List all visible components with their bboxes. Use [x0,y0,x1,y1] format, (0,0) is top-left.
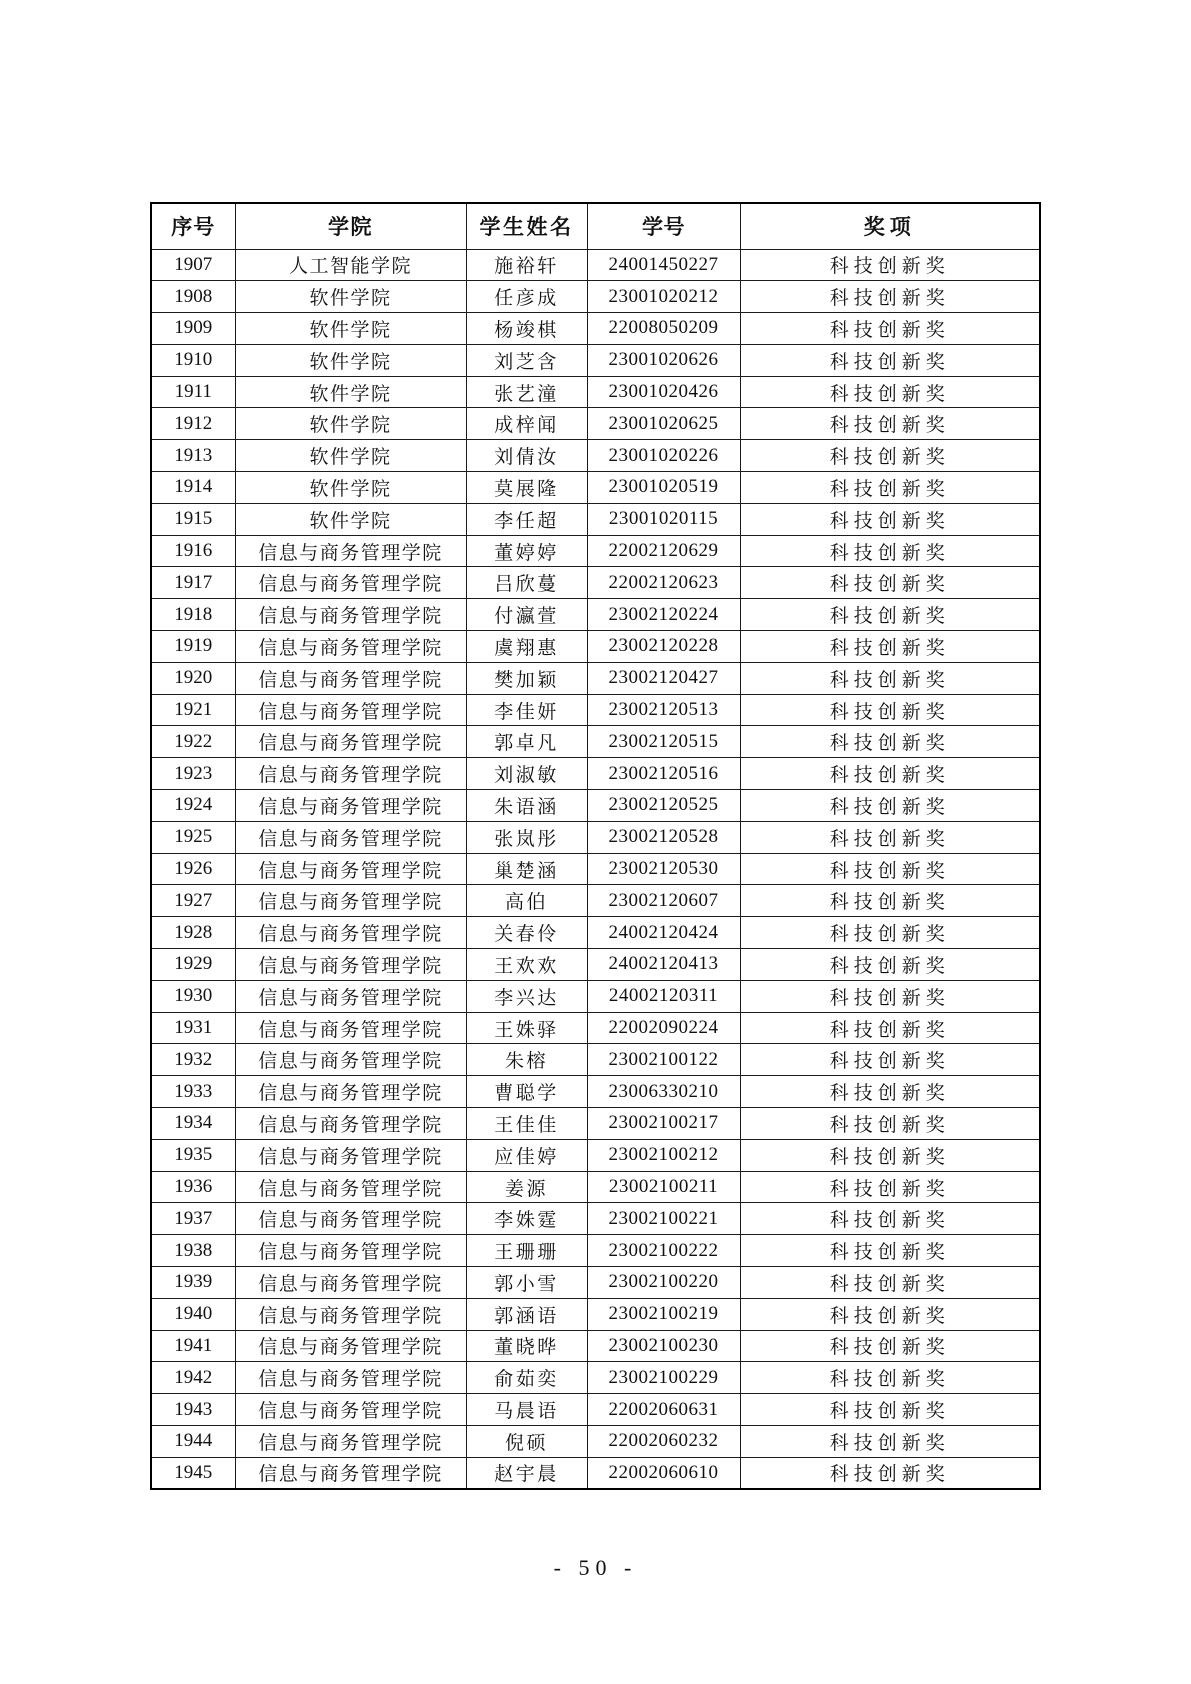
cell-student-id: 23002120515 [587,726,740,758]
cell-student-id: 22008050209 [587,313,740,345]
cell-student-name: 应佳婷 [466,1139,587,1171]
table-header-row [151,203,1040,249]
table-row [151,1362,1040,1394]
cell-student-id: 22002060631 [587,1394,740,1426]
cell-student-id: 24002120311 [587,980,740,1012]
cell-award: 科技创新奖 [740,694,1040,726]
cell-serial: 1920 [151,662,235,694]
cell-serial: 1908 [151,281,235,313]
cell-student-name: 莫展隆 [466,472,587,504]
cell-college: 软件学院 [235,376,466,408]
cell-college: 信息与商务管理学院 [235,980,466,1012]
cell-student-id: 23002100217 [587,1108,740,1140]
cell-serial: 1922 [151,726,235,758]
cell-award: 科技创新奖 [740,821,1040,853]
cell-student-name: 吕欣蔓 [466,567,587,599]
cell-student-name: 李姝霆 [466,1203,587,1235]
cell-award: 科技创新奖 [740,726,1040,758]
cell-student-id: 22002060232 [587,1425,740,1457]
cell-student-id: 23002120224 [587,599,740,631]
cell-college: 信息与商务管理学院 [235,917,466,949]
cell-student-id: 23002100122 [587,1044,740,1076]
table-row [151,1044,1040,1076]
cell-serial: 1936 [151,1171,235,1203]
cell-college: 软件学院 [235,281,466,313]
cell-college: 信息与商务管理学院 [235,1394,466,1426]
cell-serial: 1928 [151,917,235,949]
table-row [151,694,1040,726]
cell-student-name: 郭小雪 [466,1267,587,1299]
cell-student-name: 董晓晔 [466,1330,587,1362]
cell-serial: 1939 [151,1267,235,1299]
cell-college: 信息与商务管理学院 [235,726,466,758]
cell-student-name: 王珊珊 [466,1235,587,1267]
table-row [151,472,1040,504]
cell-award: 科技创新奖 [740,1330,1040,1362]
table-row [151,376,1040,408]
cell-student-id: 23002120525 [587,790,740,822]
cell-college: 信息与商务管理学院 [235,790,466,822]
table-row [151,917,1040,949]
table-row [151,503,1040,535]
cell-student-id: 22002120629 [587,535,740,567]
cell-student-name: 关春伶 [466,917,587,949]
cell-college: 信息与商务管理学院 [235,599,466,631]
cell-student-name: 郭卓凡 [466,726,587,758]
cell-award: 科技创新奖 [740,1171,1040,1203]
cell-serial: 1907 [151,249,235,281]
cell-award: 科技创新奖 [740,1012,1040,1044]
cell-student-id: 23001020426 [587,376,740,408]
cell-college: 信息与商务管理学院 [235,567,466,599]
table-row [151,1267,1040,1299]
cell-student-id: 23002100212 [587,1139,740,1171]
cell-award: 科技创新奖 [740,885,1040,917]
cell-college: 信息与商务管理学院 [235,662,466,694]
cell-student-name: 王欢欢 [466,949,587,981]
cell-student-name: 马晨语 [466,1394,587,1426]
cell-serial: 1919 [151,631,235,663]
cell-student-name: 付瀛萱 [466,599,587,631]
cell-college: 信息与商务管理学院 [235,535,466,567]
cell-serial: 1942 [151,1362,235,1394]
cell-student-name: 张艺潼 [466,376,587,408]
cell-student-name: 郭涵语 [466,1298,587,1330]
cell-award: 科技创新奖 [740,313,1040,345]
cell-student-id: 22002090224 [587,1012,740,1044]
cell-award: 科技创新奖 [740,503,1040,535]
table-row [151,440,1040,472]
cell-student-name: 李任超 [466,503,587,535]
cell-serial: 1913 [151,440,235,472]
award-table [150,202,1041,1490]
table-row [151,281,1040,313]
cell-serial: 1943 [151,1394,235,1426]
cell-student-id: 23001020626 [587,344,740,376]
cell-college: 信息与商务管理学院 [235,1330,466,1362]
cell-college: 信息与商务管理学院 [235,758,466,790]
cell-college: 软件学院 [235,503,466,535]
cell-serial: 1916 [151,535,235,567]
table-row [151,821,1040,853]
table-row [151,980,1040,1012]
cell-serial: 1909 [151,313,235,345]
cell-student-name: 樊加颖 [466,662,587,694]
cell-award: 科技创新奖 [740,1076,1040,1108]
cell-student-id: 23002120607 [587,885,740,917]
cell-college: 信息与商务管理学院 [235,885,466,917]
cell-college: 信息与商务管理学院 [235,1362,466,1394]
table-row [151,344,1040,376]
table-header [151,203,1040,249]
cell-college: 信息与商务管理学院 [235,1044,466,1076]
table-row [151,313,1040,345]
cell-award: 科技创新奖 [740,281,1040,313]
cell-serial: 1944 [151,1425,235,1457]
cell-student-name: 曹聪学 [466,1076,587,1108]
cell-award: 科技创新奖 [740,758,1040,790]
cell-college: 信息与商务管理学院 [235,1171,466,1203]
table-row [151,1108,1040,1140]
table-row [151,535,1040,567]
cell-award: 科技创新奖 [740,980,1040,1012]
cell-student-id: 23002120516 [587,758,740,790]
table-row [151,408,1040,440]
cell-student-name: 刘芝含 [466,344,587,376]
table-row [151,599,1040,631]
table-row [151,726,1040,758]
cell-student-name: 任彦成 [466,281,587,313]
cell-serial: 1921 [151,694,235,726]
cell-student-name: 王姝驿 [466,1012,587,1044]
table-row [151,1076,1040,1108]
cell-student-id: 23001020519 [587,472,740,504]
cell-student-id: 23002120427 [587,662,740,694]
cell-award: 科技创新奖 [740,1044,1040,1076]
cell-student-name: 王佳佳 [466,1108,587,1140]
cell-student-id: 23001020212 [587,281,740,313]
cell-award: 科技创新奖 [740,344,1040,376]
table-row [151,1457,1040,1489]
cell-award: 科技创新奖 [740,1235,1040,1267]
cell-serial: 1924 [151,790,235,822]
cell-student-id: 23002100229 [587,1362,740,1394]
cell-serial: 1938 [151,1235,235,1267]
cell-college: 软件学院 [235,440,466,472]
cell-student-name: 高伯 [466,885,587,917]
cell-serial: 1910 [151,344,235,376]
cell-student-name: 俞茹奕 [466,1362,587,1394]
cell-award: 科技创新奖 [740,408,1040,440]
cell-college: 软件学院 [235,408,466,440]
table-row [151,1298,1040,1330]
cell-college: 信息与商务管理学院 [235,1012,466,1044]
table-row [151,1203,1040,1235]
cell-serial: 1926 [151,853,235,885]
cell-student-id: 23002100222 [587,1235,740,1267]
cell-serial: 1935 [151,1139,235,1171]
cell-serial: 1917 [151,567,235,599]
cell-award: 科技创新奖 [740,376,1040,408]
cell-college: 软件学院 [235,313,466,345]
cell-student-name: 杨竣棋 [466,313,587,345]
cell-award: 科技创新奖 [740,1203,1040,1235]
cell-student-id: 24002120424 [587,917,740,949]
cell-college: 软件学院 [235,344,466,376]
table-row [151,1171,1040,1203]
table-body [151,249,1040,1489]
cell-college: 信息与商务管理学院 [235,1108,466,1140]
cell-student-id: 23001020625 [587,408,740,440]
cell-serial: 1914 [151,472,235,504]
cell-student-name: 刘倩汝 [466,440,587,472]
cell-serial: 1941 [151,1330,235,1362]
cell-student-name: 刘淑敏 [466,758,587,790]
cell-college: 信息与商务管理学院 [235,1425,466,1457]
cell-award: 科技创新奖 [740,249,1040,281]
cell-student-name: 巢楚涵 [466,853,587,885]
cell-serial: 1940 [151,1298,235,1330]
table-row [151,853,1040,885]
cell-student-id: 22002120623 [587,567,740,599]
cell-serial: 1945 [151,1457,235,1489]
table-row [151,1012,1040,1044]
cell-serial: 1929 [151,949,235,981]
cell-student-id: 23002100221 [587,1203,740,1235]
cell-serial: 1932 [151,1044,235,1076]
cell-award: 科技创新奖 [740,1362,1040,1394]
cell-college: 信息与商务管理学院 [235,1076,466,1108]
cell-student-id: 23002120228 [587,631,740,663]
cell-college: 信息与商务管理学院 [235,1139,466,1171]
cell-serial: 1930 [151,980,235,1012]
cell-student-name: 张岚彤 [466,821,587,853]
table-row [151,249,1040,281]
table-row [151,758,1040,790]
table-row [151,1425,1040,1457]
cell-student-id: 23001020226 [587,440,740,472]
cell-student-id: 23001020115 [587,503,740,535]
cell-student-name: 董婷婷 [466,535,587,567]
cell-award: 科技创新奖 [740,1267,1040,1299]
cell-college: 信息与商务管理学院 [235,1298,466,1330]
cell-serial: 1925 [151,821,235,853]
cell-college: 信息与商务管理学院 [235,821,466,853]
cell-student-id: 23002120513 [587,694,740,726]
cell-serial: 1934 [151,1108,235,1140]
page-number: - 50 - [553,1555,638,1580]
cell-award: 科技创新奖 [740,1425,1040,1457]
column-header-student-id: 学号 [587,203,740,249]
cell-award: 科技创新奖 [740,1108,1040,1140]
cell-student-name: 赵宇晨 [466,1457,587,1489]
cell-serial: 1912 [151,408,235,440]
cell-student-name: 李兴达 [466,980,587,1012]
cell-student-name: 倪硕 [466,1425,587,1457]
cell-serial: 1937 [151,1203,235,1235]
cell-award: 科技创新奖 [740,790,1040,822]
cell-award: 科技创新奖 [740,1298,1040,1330]
cell-student-id: 23002100230 [587,1330,740,1362]
cell-award: 科技创新奖 [740,853,1040,885]
cell-award: 科技创新奖 [740,472,1040,504]
cell-student-name: 李佳妍 [466,694,587,726]
table-row [151,1394,1040,1426]
cell-serial: 1915 [151,503,235,535]
cell-award: 科技创新奖 [740,631,1040,663]
cell-award: 科技创新奖 [740,535,1040,567]
cell-award: 科技创新奖 [740,917,1040,949]
cell-award: 科技创新奖 [740,1394,1040,1426]
cell-student-name: 成梓闻 [466,408,587,440]
cell-student-name: 虞翔惠 [466,631,587,663]
cell-student-name: 施裕轩 [466,249,587,281]
table-row [151,790,1040,822]
cell-college: 软件学院 [235,472,466,504]
table-row [151,1235,1040,1267]
cell-student-id: 22002060610 [587,1457,740,1489]
cell-college: 信息与商务管理学院 [235,853,466,885]
cell-award: 科技创新奖 [740,567,1040,599]
cell-student-id: 23002120530 [587,853,740,885]
cell-college: 人工智能学院 [235,249,466,281]
table-row [151,1139,1040,1171]
table-row [151,631,1040,663]
column-header-serial: 序号 [151,203,235,249]
cell-serial: 1931 [151,1012,235,1044]
cell-student-id: 23002100220 [587,1267,740,1299]
cell-award: 科技创新奖 [740,949,1040,981]
column-header-student-name: 学生姓名 [466,203,587,249]
column-header-award: 奖项 [740,203,1040,249]
table-row [151,885,1040,917]
cell-serial: 1911 [151,376,235,408]
cell-award: 科技创新奖 [740,1457,1040,1489]
cell-college: 信息与商务管理学院 [235,949,466,981]
cell-college: 信息与商务管理学院 [235,1203,466,1235]
cell-award: 科技创新奖 [740,1139,1040,1171]
column-header-college: 学院 [235,203,466,249]
cell-college: 信息与商务管理学院 [235,1457,466,1489]
cell-award: 科技创新奖 [740,440,1040,472]
cell-student-id: 23002100219 [587,1298,740,1330]
cell-college: 信息与商务管理学院 [235,631,466,663]
cell-serial: 1923 [151,758,235,790]
cell-student-id: 24002120413 [587,949,740,981]
table-row [151,662,1040,694]
cell-student-id: 23002120528 [587,821,740,853]
cell-award: 科技创新奖 [740,662,1040,694]
cell-student-id: 23002100211 [587,1171,740,1203]
cell-award: 科技创新奖 [740,599,1040,631]
cell-student-name: 姜源 [466,1171,587,1203]
cell-student-id: 24001450227 [587,249,740,281]
cell-serial: 1927 [151,885,235,917]
cell-student-name: 朱语涵 [466,790,587,822]
cell-student-id: 23006330210 [587,1076,740,1108]
table-row [151,1330,1040,1362]
cell-serial: 1933 [151,1076,235,1108]
table-row [151,567,1040,599]
table-row [151,949,1040,981]
cell-college: 信息与商务管理学院 [235,1267,466,1299]
cell-student-name: 朱榕 [466,1044,587,1076]
cell-college: 信息与商务管理学院 [235,1235,466,1267]
cell-college: 信息与商务管理学院 [235,694,466,726]
cell-serial: 1918 [151,599,235,631]
